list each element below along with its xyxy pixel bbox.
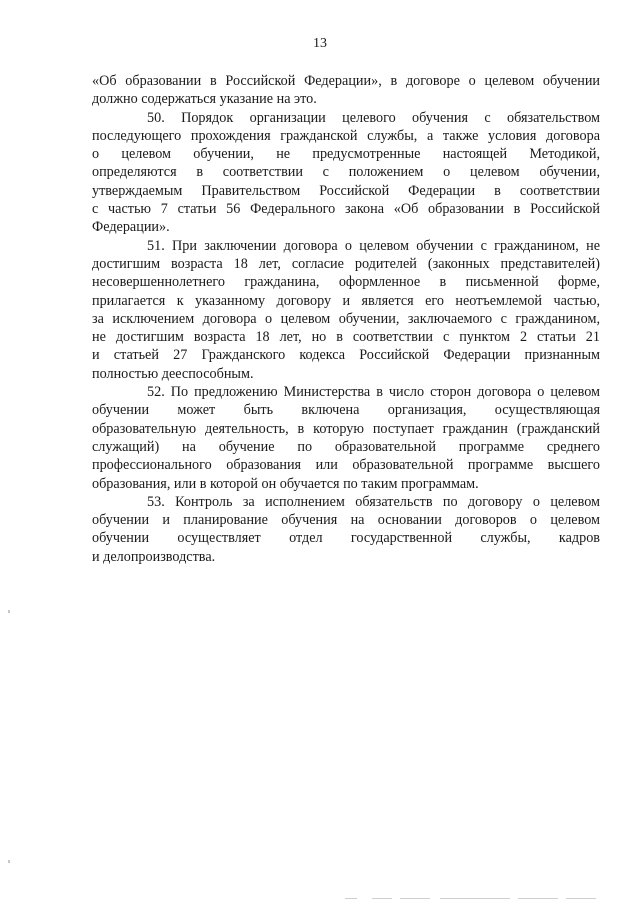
text-line: о целевом обучении, не предусмотренные настоящей Методикой, [92,146,600,163]
text-line: прилагается к указанному договору и является его неотъемлемой частью, [92,292,600,309]
paragraph-53-first-line: 53. Контроль за исполнением обязательств по договору о целевом [147,493,600,510]
document-body [92,72,600,566]
scan-artifact [345,898,357,899]
text-line: обучении может быть включена организация, осуществляющая [92,402,600,419]
text-line: определяются в соответствии с положением о целевом обучении, [92,164,600,181]
text-line: служащий) на обучение по образовательной программе среднего [92,438,600,455]
text-line: обучении осуществляет отдел государственной службы, кадров [92,530,600,547]
text-line: достигшим возраста 18 лет, согласие родителей (законных представителей) [92,255,600,272]
text-line: и делопроизводства. [92,548,216,565]
paragraph-50-first-line: 50. Порядок организации целевого обучения с обязательством [147,109,600,126]
text-line: с частью 7 статьи 56 Федерального закона «Об образовании в Российской [92,201,600,218]
text-line: «Об образовании в Российской Федерации», в договоре о целевом обучении [92,73,600,89]
scan-artifact [8,610,10,613]
text-line: Федерации». [92,219,170,236]
text-line: образования, или в которой он обучается по таким программам. [92,475,479,492]
text-line: профессионального образования или образовательной программе высшего [92,457,600,474]
text-line: не достигшим возраста 18 лет, но в соответствии с пунктом 2 статьи 21 [92,329,600,346]
scan-artifact [518,898,558,899]
scan-artifact [566,898,596,899]
text-line: полностью дееспособным. [92,365,254,382]
page-number: 13 [313,36,327,51]
text-line: должно содержаться указание на это. [92,91,317,108]
paragraph-52-first-line: 52. По предложению Министерства в число сторон договора о целевом [147,384,600,401]
scan-artifact [400,898,430,899]
text-line: образовательную деятельность, в которую поступает гражданин (гражданский [92,420,600,437]
scan-artifact [372,898,392,899]
paragraph-51-first-line: 51. При заключении договора о целевом обучении с гражданином, не [147,237,600,254]
text-line: за исключением договора о целевом обучении, заключаемого с гражданином, [92,310,600,327]
text-line: последующего прохождения гражданской службы, а также условия договора [92,127,600,144]
scan-artifact [8,860,10,863]
text-line: несовершеннолетнего гражданина, оформленное в письменной форме, [92,274,600,291]
text-line: утверждаемым Правительством Российской Федерации в соответствии [92,182,600,199]
scan-artifact [440,898,510,899]
text-line: обучении и планирование обучения на основании договоров о целевом [92,512,600,529]
text-line: и статьей 27 Гражданского кодекса Российской Федерации признанным [92,347,600,364]
